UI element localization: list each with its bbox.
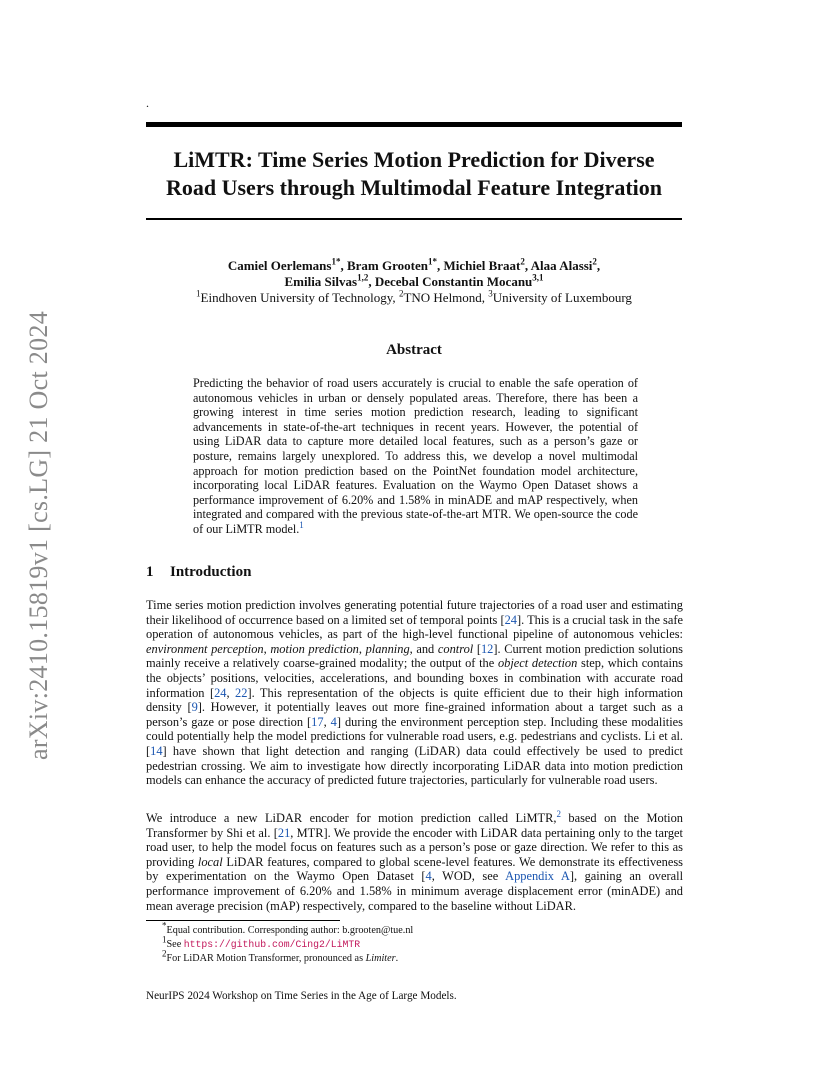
- affiliation: Eindhoven University of Technology,: [200, 290, 396, 305]
- text-run: ] have shown that light detection and ranging (LiDAR) data could effectively be used to predict pedestrian crossing. We aim to investigate how directly incorporating LiDAR data into motion prediction models can enhance the accuracy of predicted future trajectories, particularly for vulnerable road users.: [146, 743, 683, 788]
- text-run: ,: [226, 685, 236, 700]
- footnote-rule: [146, 920, 340, 921]
- author-affiliation-mark: 1*: [427, 256, 437, 267]
- section-heading: [146, 564, 251, 581]
- author-affiliation-mark: 2: [592, 256, 597, 267]
- author-name: Emilia Silvas: [284, 274, 358, 289]
- citation-link[interactable]: 24: [214, 685, 227, 700]
- footnote-link[interactable]: 2: [556, 808, 561, 819]
- text-run: ,: [358, 641, 366, 656]
- abstract-body: Predicting the behavior of road users accurately is crucial to enable the safe operation of autonomous vehicles in urban or densely populated areas. Therefore, there has been a growing interest in time series motion prediction research, leading to significant advancements in state-of-the-art techniques in recent years. However, the potential of using LiDAR data to capture more detailed local features, such as a person’s gaze or posture, remains largely unexplored. To address this, we develop a novel multimodal approach for motion prediction based on the PointNet foundation model architecture, incorporating local LiDAR features. Evaluation on the Waymo Open Dataset shows a performance improvement of 6.20% and 1.58% in minADE and mAP respectively, when integrated and compared with the previous state-of-the-art MTR. We open-source the code of our LiMTR model.: [193, 376, 638, 536]
- emphasis: control: [437, 641, 474, 656]
- text-run: [: [473, 641, 481, 656]
- citation-link[interactable]: 14: [150, 743, 163, 758]
- title-line-1: LiMTR: Time Series Motion Prediction for Diverse: [173, 147, 655, 172]
- author-block: [146, 258, 682, 306]
- text-run: LiDAR features, compared to global scene-level features. We demonstrate its effectiveness by experimentation on the Waymo Open Dataset [: [146, 854, 684, 884]
- footnote-text: .: [395, 953, 399, 964]
- text-run: ]. This is a crucial task in the safe operation of autonomous vehicles, as part of the high-level functional pipeline of autonomous vehicles:: [146, 612, 684, 642]
- citation-link[interactable]: 22: [235, 685, 248, 700]
- arxiv-identifier: arXiv:2410.15819v1 [cs.LG] 21 Oct 2024: [24, 311, 53, 760]
- emphasis: motion prediction: [270, 641, 359, 656]
- citation-link[interactable]: 4: [425, 869, 432, 884]
- footnote-mark: *: [162, 920, 167, 931]
- footnote-1: [162, 920, 414, 937]
- affiliation-mark: 2: [398, 288, 404, 299]
- footnote-text: Equal contribution. Corresponding author: b.grooten@tue.nl: [166, 925, 414, 936]
- author-name: Camiel Oerlemans: [227, 258, 332, 273]
- text-run: step, which contains the objects’ positions, velocities, accelerations, and bounding boxes in combination with accurate road information [: [146, 656, 683, 700]
- citation-link[interactable]: 12: [480, 641, 494, 656]
- appendix-link[interactable]: Appendix A: [505, 869, 570, 884]
- text-run: ], gaining an overall performance improvement of 6.20% and 1.58% in minimum average displacement error (minADE) and mean average precision (mAP) respectively, compared to the baseline without LiDAR.: [146, 869, 684, 913]
- intro-paragraph-2: [146, 808, 684, 913]
- footnote-text: See: [166, 939, 184, 950]
- author-name: Alaa Alassi: [530, 258, 593, 273]
- affiliation: University of Luxembourg: [492, 290, 632, 305]
- footnote-2: [162, 934, 361, 951]
- text-run: , WOD, see: [431, 869, 506, 884]
- github-link[interactable]: https://github.com/Cing2/LiMTR: [183, 939, 361, 950]
- section-title: Introduction: [170, 564, 252, 580]
- citation-link[interactable]: 24: [504, 612, 517, 627]
- abstract-heading: Abstract: [386, 342, 442, 358]
- citation-link[interactable]: 9: [191, 700, 198, 715]
- abstract-text: [193, 376, 638, 537]
- citation-link[interactable]: 21: [277, 825, 291, 840]
- author-affiliation-mark: 1,2: [357, 272, 369, 283]
- affiliation: TNO Helmond,: [403, 290, 486, 305]
- author-names-line-2: Emilia Silvas$^{1,2}$, Decebal Constantin Mocanu$^{3,1}$: [284, 272, 544, 289]
- text-run: ,: [263, 641, 271, 656]
- author-affiliation-mark: 3,1: [532, 272, 544, 283]
- author-name: Bram Grooten: [346, 258, 428, 273]
- emphasis: planning: [365, 641, 410, 656]
- author-name: Decebal Constantin Mocanu: [374, 274, 533, 289]
- author-affiliation-mark: 1*: [331, 256, 341, 267]
- author-affiliation-mark: 2: [520, 256, 525, 267]
- text-run: , and: [409, 641, 438, 656]
- citation-link[interactable]: 4: [330, 714, 337, 729]
- emphasis: local: [197, 854, 223, 869]
- footnote-mark: 1: [162, 934, 167, 945]
- footnote-3: [162, 948, 399, 965]
- header-dot: .: [146, 96, 149, 110]
- emphasis: environment perception: [146, 641, 264, 656]
- text-run: We introduce a new LiDAR encoder for motion prediction called LiMTR,: [146, 811, 557, 825]
- text-run: ,: [323, 714, 331, 729]
- citation-link[interactable]: 17: [311, 714, 324, 729]
- title-line-2: Road Users through Multimodal Feature Integration: [165, 175, 662, 200]
- section-number: 1: [146, 564, 154, 580]
- footnote-text: For LiDAR Motion Transformer, pronounced as: [166, 953, 366, 964]
- footnote-mark: 2: [162, 948, 167, 959]
- emphasis: Limiter: [365, 953, 396, 964]
- text-run: , MTR]. We provide the encoder with LiDAR data pertaining only to the target road user, to help the model focus on features such as a person’s pose or gaze direction. We refer to this as providing: [146, 825, 683, 869]
- title-rule-top: [146, 122, 682, 127]
- venue-footer: NeurIPS 2024 Workshop on Time Series in the Age of Large Models.: [146, 990, 457, 1002]
- text-run: ]. However, it potentially leaves out more fine-grained information about a target such as a person’s gaze or pose direction [: [146, 700, 683, 729]
- text-run: ]. This representation of the objects is quite efficient due to their high information density [: [146, 685, 683, 715]
- author-name: Michiel Braat: [443, 258, 521, 273]
- title-rule-bottom: [146, 218, 682, 220]
- affiliation-mark: 1: [196, 288, 201, 299]
- author-names-line-1: Camiel Oerlemans$^{1*}$, Bram Grooten$^{1*}$, Michiel Braat$^2$, Alaa Alassi$^2$,: [227, 256, 601, 273]
- affiliation-mark: 3: [488, 288, 493, 299]
- emphasis: object detection: [497, 656, 578, 671]
- text-run: ]. Current motion prediction solutions mainly receive a relatively coarse-grained modality; the output of the: [146, 641, 683, 671]
- text-run: ] during the environment perception step. Including these modalities could potentially help the model predictions for vulnerable road users, e.g. pedestrians and cyclists. Li et al. [: [146, 714, 683, 758]
- text-run: based on the Motion Transformer by Shi et al. [: [146, 811, 683, 840]
- text-run: Time series motion prediction involves generating potential future trajectories of a road user and estimating their likelihood of occurrence based on a limited set of temporal points [: [146, 598, 683, 627]
- paper-title: [146, 146, 682, 202]
- intro-paragraph-1: [146, 598, 683, 788]
- affiliations: [146, 290, 682, 306]
- footnote-link[interactable]: 1: [299, 519, 304, 530]
